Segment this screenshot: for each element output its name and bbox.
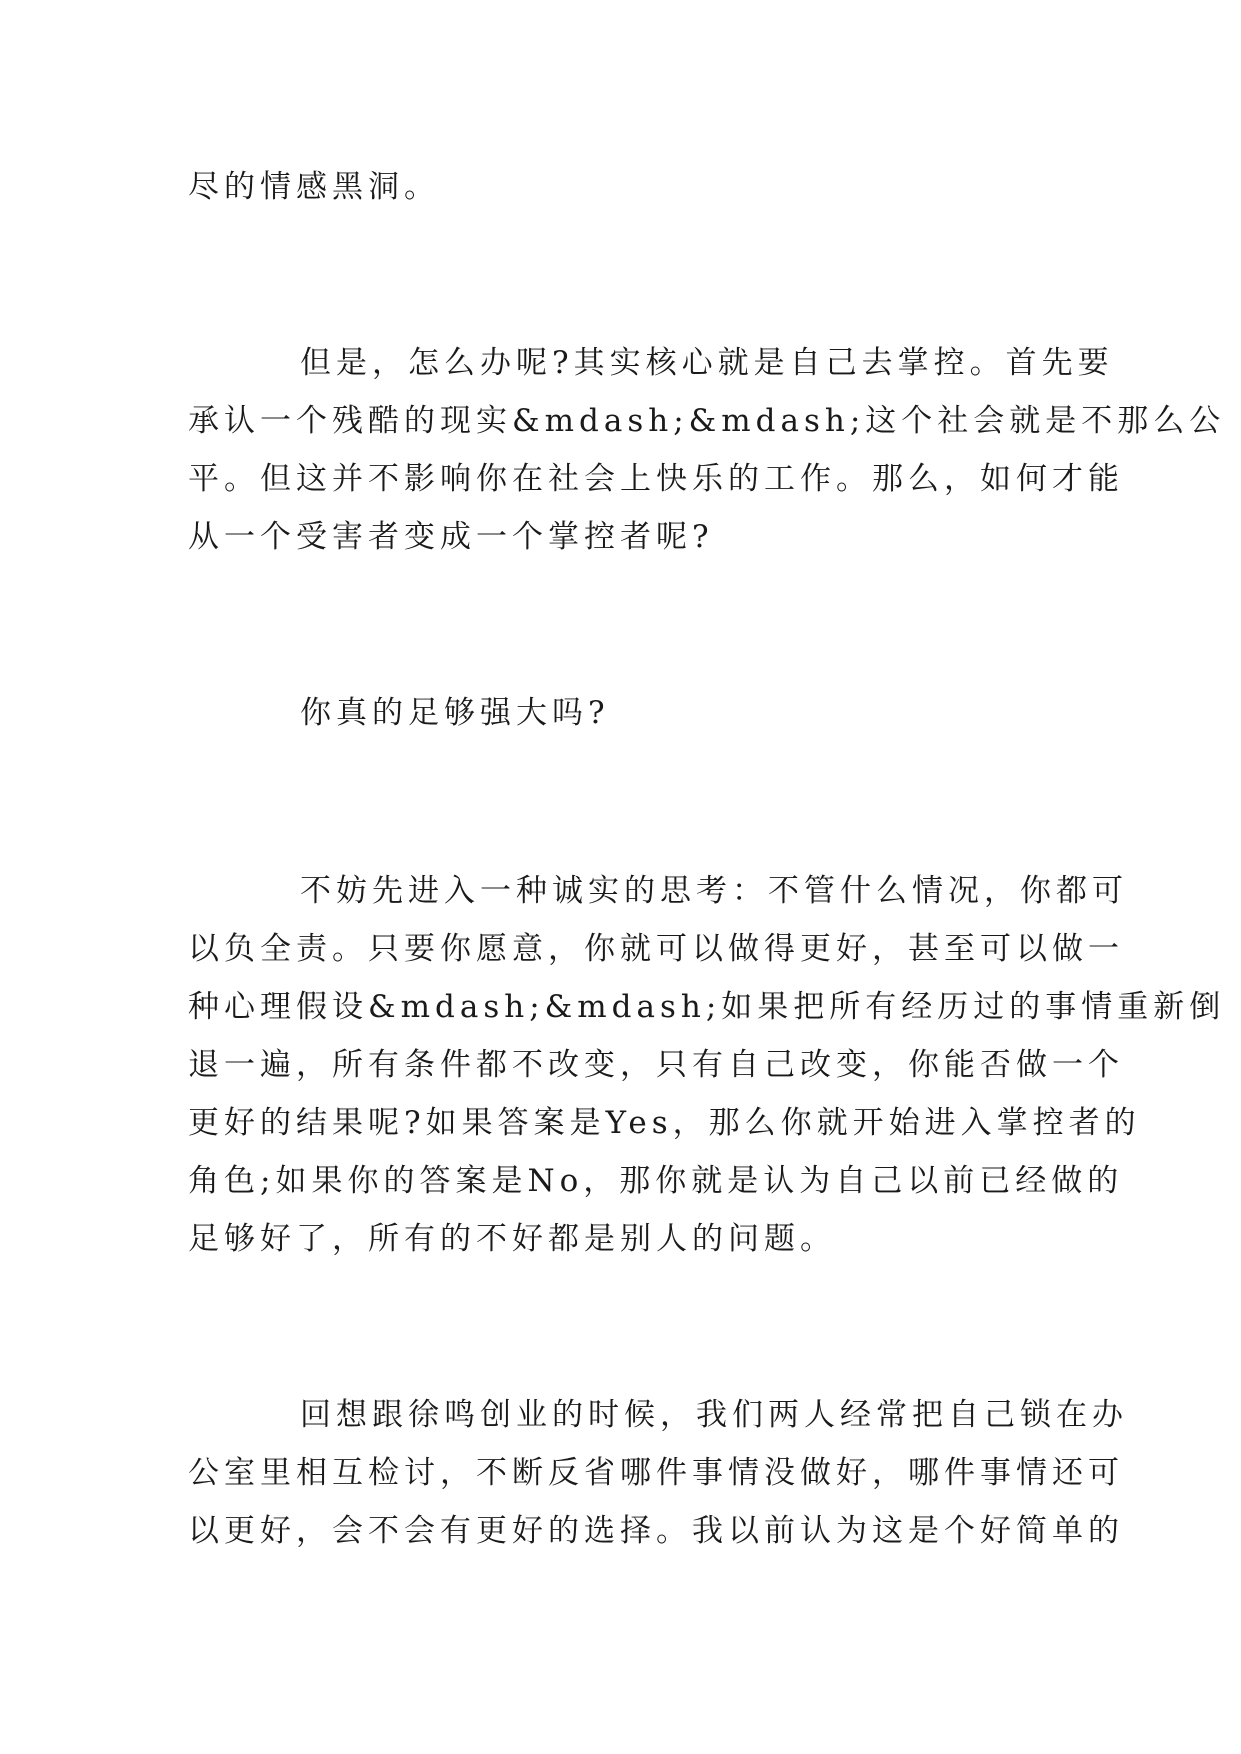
text-line: 角色;如果你的答案是No，那你就是认为自己以前已经做的 [188, 1163, 1124, 1199]
text-line: 但是，怎么办呢?其实核心就是自己去掌控。首先要 [300, 345, 1114, 381]
text-line: 公室里相互检讨，不断反省哪件事情没做好，哪件事情还可 [188, 1455, 1124, 1491]
text-line: 更好的结果呢?如果答案是Yes，那么你就开始进入掌控者的 [188, 1105, 1141, 1141]
text-line: 平。但这并不影响你在社会上快乐的工作。那么，如何才能 [188, 461, 1124, 497]
text-line: 以负全责。只要你愿意，你就可以做得更好，甚至可以做一 [188, 931, 1124, 967]
text-line: 从一个受害者变成一个掌控者呢? [188, 519, 714, 555]
text-line: 退一遍，所有条件都不改变，只有自己改变，你能否做一个 [188, 1047, 1124, 1083]
paragraph-question [188, 684, 1068, 742]
text-line: 尽的情感黑洞。 [188, 169, 440, 205]
paragraph-startup-memory [188, 1386, 1128, 1560]
paragraph-how-to-control [188, 334, 1226, 566]
text-line: 你真的足够强大吗? [300, 695, 610, 731]
text-line: 足够好了，所有的不好都是别人的问题。 [188, 1221, 836, 1257]
paragraph-continuation [188, 158, 1068, 216]
paragraph-honest-thinking [188, 862, 1226, 1268]
text-line: 承认一个残酷的现实&mdash;&mdash;这个社会就是不那么公 [188, 403, 1226, 439]
text-line: 回想跟徐鸣创业的时候，我们两人经常把自己锁在办 [300, 1397, 1128, 1433]
text-line: 种心理假设&mdash;&mdash;如果把所有经历过的事情重新倒 [188, 989, 1226, 1025]
text-line: 不妨先进入一种诚实的思考：不管什么情况，你都可 [300, 873, 1128, 909]
text-line: 以更好，会不会有更好的选择。我以前认为这是个好简单的 [188, 1513, 1124, 1549]
